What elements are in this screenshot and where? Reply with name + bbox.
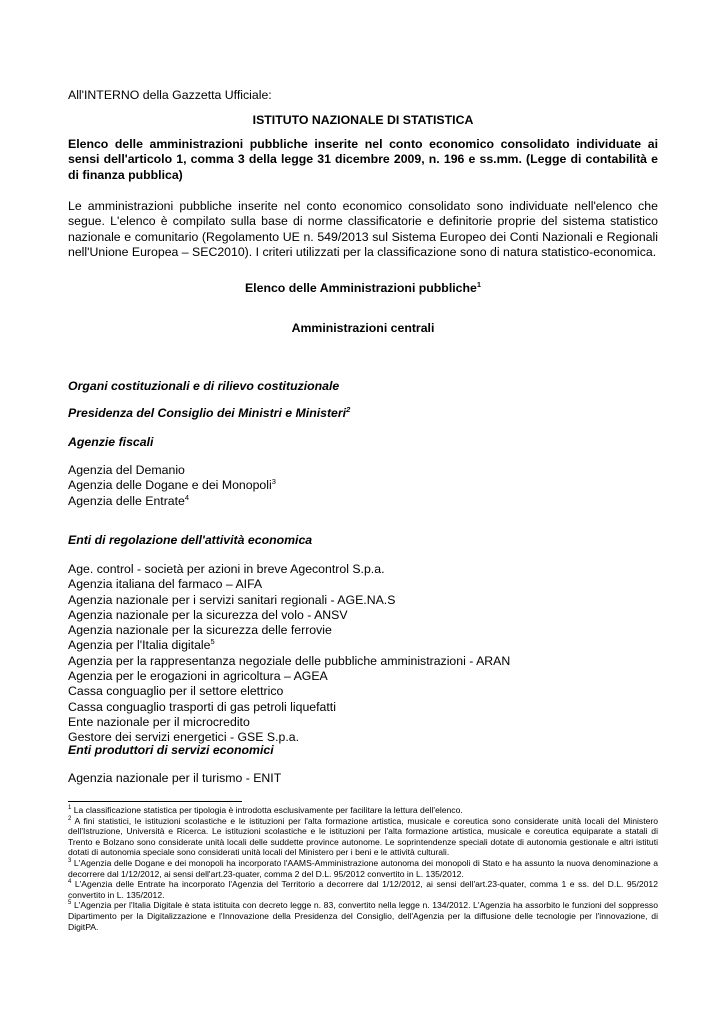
footnote: [68, 858, 658, 879]
footnote-number: 5: [68, 900, 72, 907]
list-item: [68, 700, 510, 715]
footnote-ref: 5: [210, 637, 215, 647]
footnote-number: 3: [68, 858, 72, 865]
list-item-text: Agenzia nazionale per la sicurezza del volo - ANSV: [68, 607, 348, 622]
list-item: [68, 577, 510, 592]
footnote-ref: 3: [271, 477, 276, 487]
list-item: [68, 623, 510, 638]
list-item-text: Agenzia nazionale per i servizi sanitari regionali - AGE.NA.S: [68, 592, 396, 607]
footnote: [68, 805, 658, 816]
produttori-list: [68, 771, 281, 786]
list-item-text: Agenzia italiana del farmaco – AIFA: [68, 577, 263, 592]
section-enti-produttori: Enti produttori di servizi economici: [68, 743, 274, 757]
intro-paragraph: Le amministrazioni pubbliche inserite nel conto economico consolidato sono individuate nell'elenco che segue. L'elenco è compilato sulla base di norme classificatorie e definitorie proprie del sistema statistico nazionale e comunitario (Regolamento UE n. 549/2013 sul Sistema Europeo dei Conti Nazionali e Regionali nell'Unione Europea – SEC2010). I criteri utilizzati per la classificazione sono di natura statistico-economica.: [68, 199, 658, 259]
section-presidenza-text: Presidenza del Consiglio dei Ministri e Ministeri: [68, 406, 347, 420]
list-item-text: Agenzia per l'Italia digitale: [68, 638, 211, 653]
list-title-text: Elenco delle Amministrazioni pubbliche: [244, 281, 477, 295]
footnote-text: L'Agenzia per l'Italia Digitale è stata istituita con decreto legge n. 83, convertito nella legge n. 134/2012. L'Agenzia ha assorbito le funzioni del soppresso Dipartimento per la Digitalizzazione e l'Innovazione della Presidenza del Consiglio, dell'Agenzia per la diffusione delle tecnologie per l'innovazione, di DigitPA.: [68, 900, 658, 932]
central-heading: Amministrazioni centrali: [291, 321, 435, 335]
list-item-text: Age. control - società per azioni in breve Agecontrol S.p.a.: [68, 562, 385, 576]
list-item-text: Gestore dei servizi energetici - GSE S.p.a.: [68, 730, 300, 745]
footnote: [68, 879, 658, 900]
section-agenzie-fiscali: Agenzie fiscali: [68, 435, 154, 449]
list-item-text: Cassa conguaglio per il settore elettrico: [68, 684, 284, 699]
list-item-text: Agenzia per la rappresentanza negoziale delle pubbliche amministrazioni - ARAN: [68, 653, 511, 668]
list-item: [68, 463, 276, 478]
footnote-number: 2: [68, 815, 72, 822]
footnote-ref: 4: [184, 492, 190, 502]
list-item: [68, 478, 276, 493]
list-item: [68, 494, 276, 509]
intro-line: All'INTERNO della Gazzetta Ufficiale:: [68, 88, 272, 102]
list-item: [68, 771, 281, 786]
list-item-text: Agenzia delle Dogane e dei Monopoli: [68, 478, 272, 493]
footnote-number: 1: [68, 805, 72, 812]
list-item: [68, 638, 510, 653]
list-item: [68, 669, 510, 684]
regolazione-list: [68, 562, 510, 746]
section-organi: Organi costituzionali e di rilievo costituzionale: [68, 379, 340, 393]
list-item-text: Agenzia nazionale per il turismo - ENIT: [68, 771, 282, 785]
footnote-ref: 1: [476, 279, 482, 289]
list-item-text: Agenzia per le erogazioni in agricoltura – AGEA: [68, 669, 328, 684]
list-item-text: Agenzia delle Entrate: [68, 493, 185, 508]
footnote-text: A fini statistici, le istituzioni scolastiche e le istituzioni per l'alta formazione artistica, musicale e coreutica sono considerate unità locali del Ministero dell'Istruzione, Università e Ricerca. Le istituzioni scolastiche e le istituzioni per l'alta formazione artistica, musicale e coreutica equiparate a statali di Trento e Bolzano sono considerate unità locali delle suddette province autonome. Le soprintendenze speciali dotate di autonomia gestionale e altri istituti dotati di autonomia speciale sono considerati unità locali del Ministero per i beni e le attività culturali.: [68, 815, 658, 858]
footnote-separator: [68, 801, 242, 802]
elenco-heading: Elenco delle amministrazioni pubbliche inserite nel conto economico consolidato individuate ai sensi dell'articolo 1, comma 3 della legge 31 dicembre 2009, n. 196 e ss.mm. (Legge di contabilità e di finanza pubblica): [68, 137, 658, 182]
institute-title: ISTITUTO NAZIONALE DI STATISTICA: [252, 113, 474, 127]
list-item: [68, 715, 510, 730]
footnote-text: L'Agenzia delle Entrate ha incorporato l'Agenzia del Territorio a decorrere dal 1/12/2012, ai sensi dell'art.23-quater, comma 1 e ss. del D.L. 95/2012 convertito in L. 135/2012.: [68, 879, 658, 900]
list-item-text: Ente nazionale per il microcredito: [68, 714, 250, 729]
list-item-text: Agenzia del Demanio: [68, 463, 185, 477]
footnote-text: La classificazione statistica per tipologia è introdotta esclusivamente per facilitare la lettura dell'elenco.: [71, 805, 463, 815]
footnote: [68, 816, 658, 858]
footnote-number: 4: [68, 879, 72, 886]
agenzie-fiscali-list: [68, 463, 276, 509]
list-item: [68, 593, 510, 608]
section-enti-regolazione: Enti di regolazione dell'attività economica: [68, 533, 313, 547]
list-item: [68, 684, 510, 699]
footnote-text: L'Agenzia delle Dogane e dei monopoli ha incorporato l'AAMS-Amministrazione autonoma dei monopoli di Stato e ha assunto la nuova denominazione a decorrere dal 1/12/2012, ai sensi dell'art.23-quater, comma 2 del D.L. 95/2012 convertito in L. 135/2012.: [68, 857, 658, 879]
list-item: [68, 654, 510, 669]
list-item: [68, 608, 510, 623]
list-item-text: Agenzia nazionale per la sicurezza delle ferrovie: [68, 623, 332, 638]
footnote-ref: 2: [346, 404, 351, 414]
footnote: [68, 900, 658, 932]
footnotes: [68, 805, 658, 932]
section-presidenza: [68, 406, 350, 421]
list-item: [68, 562, 510, 577]
list-item-text: Cassa conguaglio trasporti di gas petroli liquefatti: [68, 699, 336, 714]
list-title: [68, 281, 658, 296]
